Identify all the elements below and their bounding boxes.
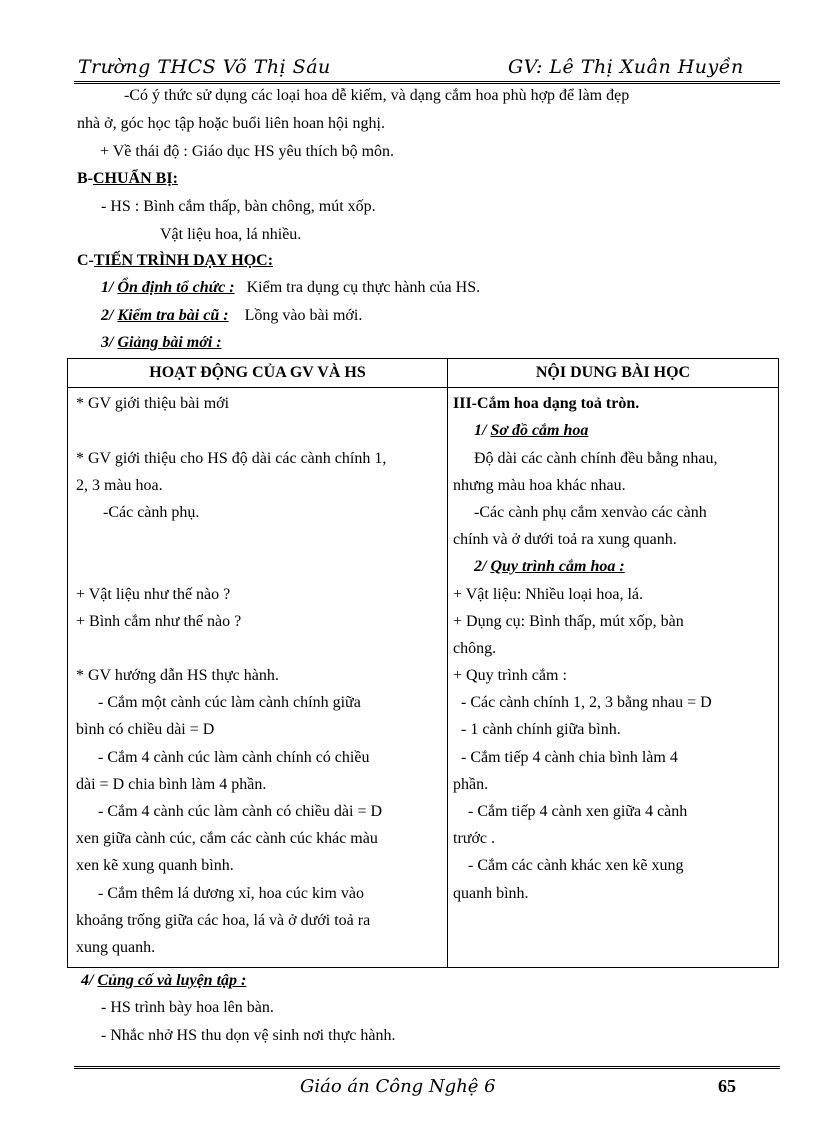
left-line: -Các cành phụ.: [103, 504, 200, 521]
right-num: 1/: [474, 422, 491, 439]
review-item-2: - Nhắc nhở HS thu dọn vệ sinh nơi thực hành.: [101, 1027, 396, 1044]
left-line: * GV giới thiệu bài mới: [76, 395, 230, 412]
right-line: phần.: [453, 776, 489, 793]
left-line: bình có chiều dài = D: [76, 721, 215, 738]
header-teacher: GV: Lê Thị Xuân Huyền: [508, 56, 744, 78]
section-b-heading: [77, 170, 178, 188]
header-school: Trường THCS Võ Thị Sáu: [78, 56, 331, 78]
prep-item-2: Vật liệu hoa, lá nhiều.: [160, 226, 302, 243]
lesson-table: [67, 358, 779, 968]
section-b-title: CHUẨN BỊ:: [93, 170, 178, 187]
left-line: + Bình cắm như thế nào ?: [76, 613, 242, 630]
left-line: dài = D chia bình làm 4 phần.: [76, 776, 267, 793]
section-4-heading: [81, 972, 246, 990]
intro-line-2: nhà ở, góc học tập hoặc buổi liên hoan hội nghị.: [77, 115, 385, 132]
step-1-title: Ổn định tổ chức :: [117, 279, 235, 296]
right-line: quanh bình.: [453, 885, 529, 902]
step-3: [101, 334, 222, 352]
right-line: + Quy trình cắm :: [453, 667, 567, 684]
left-line: + Vật liệu như thế nào ?: [76, 586, 231, 603]
table-body-row: [68, 388, 779, 968]
col-header-content: NỘI DUNG BÀI HỌC: [448, 359, 779, 388]
section-c-prefix: C-: [77, 252, 94, 269]
header-rule: [74, 81, 780, 85]
step-2: [101, 307, 362, 325]
right-title: Quy trình cắm hoa :: [490, 558, 625, 575]
right-line: Độ dài các cành chính đều bằng nhau,: [474, 450, 718, 467]
left-line: - Cắm 4 cành cúc làm cành chính có chiều: [98, 749, 370, 766]
right-line: III-Cắm hoa dạng toả tròn.: [453, 395, 640, 412]
left-line: 2, 3 màu hoa.: [76, 477, 163, 494]
content-cell: [448, 388, 779, 968]
col-header-activities: HOẠT ĐỘNG CỦA GV VÀ HS: [68, 359, 448, 388]
page-number: 65: [718, 1076, 736, 1096]
left-line: * GV hướng dẫn HS thực hành.: [76, 667, 279, 684]
section-4-title: Củng cố và luyện tập :: [97, 972, 247, 989]
step-3-title: Giảng bài mới :: [117, 334, 222, 351]
step-1-text: Kiểm tra dụng cụ thực hành của HS.: [246, 279, 481, 296]
right-line: + Dụng cụ: Bình thấp, mút xốp, bàn: [453, 613, 684, 630]
right-line: [474, 558, 625, 576]
activities-cell: [68, 388, 448, 968]
right-line: - Cắm tiếp 4 cành chia bình làm 4: [461, 749, 678, 766]
prep-item-1: - HS : Bình cắm thấp, bàn chông, mút xốp.: [101, 198, 376, 215]
intro-line-1: -Có ý thức sử dụng các loại hoa dễ kiếm, và dạng cắm hoa phù hợp để làm đẹp: [124, 87, 630, 104]
right-line: chông.: [453, 640, 497, 657]
right-line: chính và ở dưới toả ra xung quanh.: [453, 531, 677, 548]
step-2-num: 2/: [101, 307, 118, 324]
right-num: 2/: [474, 558, 491, 575]
table-header-row: [68, 359, 779, 388]
right-line: + Vật liệu: Nhiều loại hoa, lá.: [453, 586, 644, 603]
right-line: nhưng màu hoa khác nhau.: [453, 477, 626, 494]
left-line: xung quanh.: [76, 939, 156, 956]
step-1: [101, 279, 480, 297]
left-line: khoảng trống giữa các hoa, lá và ở dưới toả ra: [76, 912, 371, 929]
left-line: - Cắm một cành cúc làm cành chính giữa: [98, 694, 361, 711]
right-line: [474, 422, 588, 440]
left-line: * GV giới thiệu cho HS độ dài các cành chính 1,: [76, 450, 387, 467]
right-line: - 1 cành chính giữa bình.: [461, 721, 621, 738]
attitude-line: + Về thái độ : Giáo dục HS yêu thích bộ môn.: [100, 143, 395, 160]
left-line: xen kẽ xung quanh bình.: [76, 857, 234, 874]
section-c-title: TIẾN TRÌNH DẠY HỌC:: [93, 252, 274, 269]
left-line: - Cắm thêm lá dương xỉ, hoa cúc kim vào: [98, 885, 364, 902]
right-line: - Cắm các cành khác xen kẽ xung: [468, 857, 684, 874]
right-line: -Các cành phụ cắm xenvào các cành: [474, 504, 707, 521]
right-title: Sơ đồ cắm hoa: [490, 422, 589, 439]
left-line: xen giữa cành cúc, cắm các cành cúc khác màu: [76, 830, 378, 847]
left-line: - Cắm 4 cành cúc làm cành có chiều dài = D: [98, 803, 383, 820]
section-b-prefix: B-: [77, 170, 93, 187]
review-item-1: - HS trình bày hoa lên bàn.: [101, 999, 274, 1016]
right-line: - Cắm tiếp 4 cành xen giữa 4 cành: [468, 803, 688, 820]
step-2-title: Kiểm tra bài cũ :: [117, 307, 229, 324]
step-3-num: 3/: [101, 334, 118, 351]
right-line: trước .: [453, 830, 496, 847]
section-c-heading: [77, 252, 273, 270]
step-2-text: Lồng vào bài mới.: [244, 307, 363, 324]
footer-rule: [74, 1066, 780, 1070]
right-line: - Các cành chính 1, 2, 3 bằng nhau = D: [461, 694, 712, 711]
step-1-num: 1/: [101, 279, 118, 296]
footer-title: Giáo án Công Nghệ 6: [300, 1076, 496, 1097]
section-4-num: 4/: [81, 972, 98, 989]
